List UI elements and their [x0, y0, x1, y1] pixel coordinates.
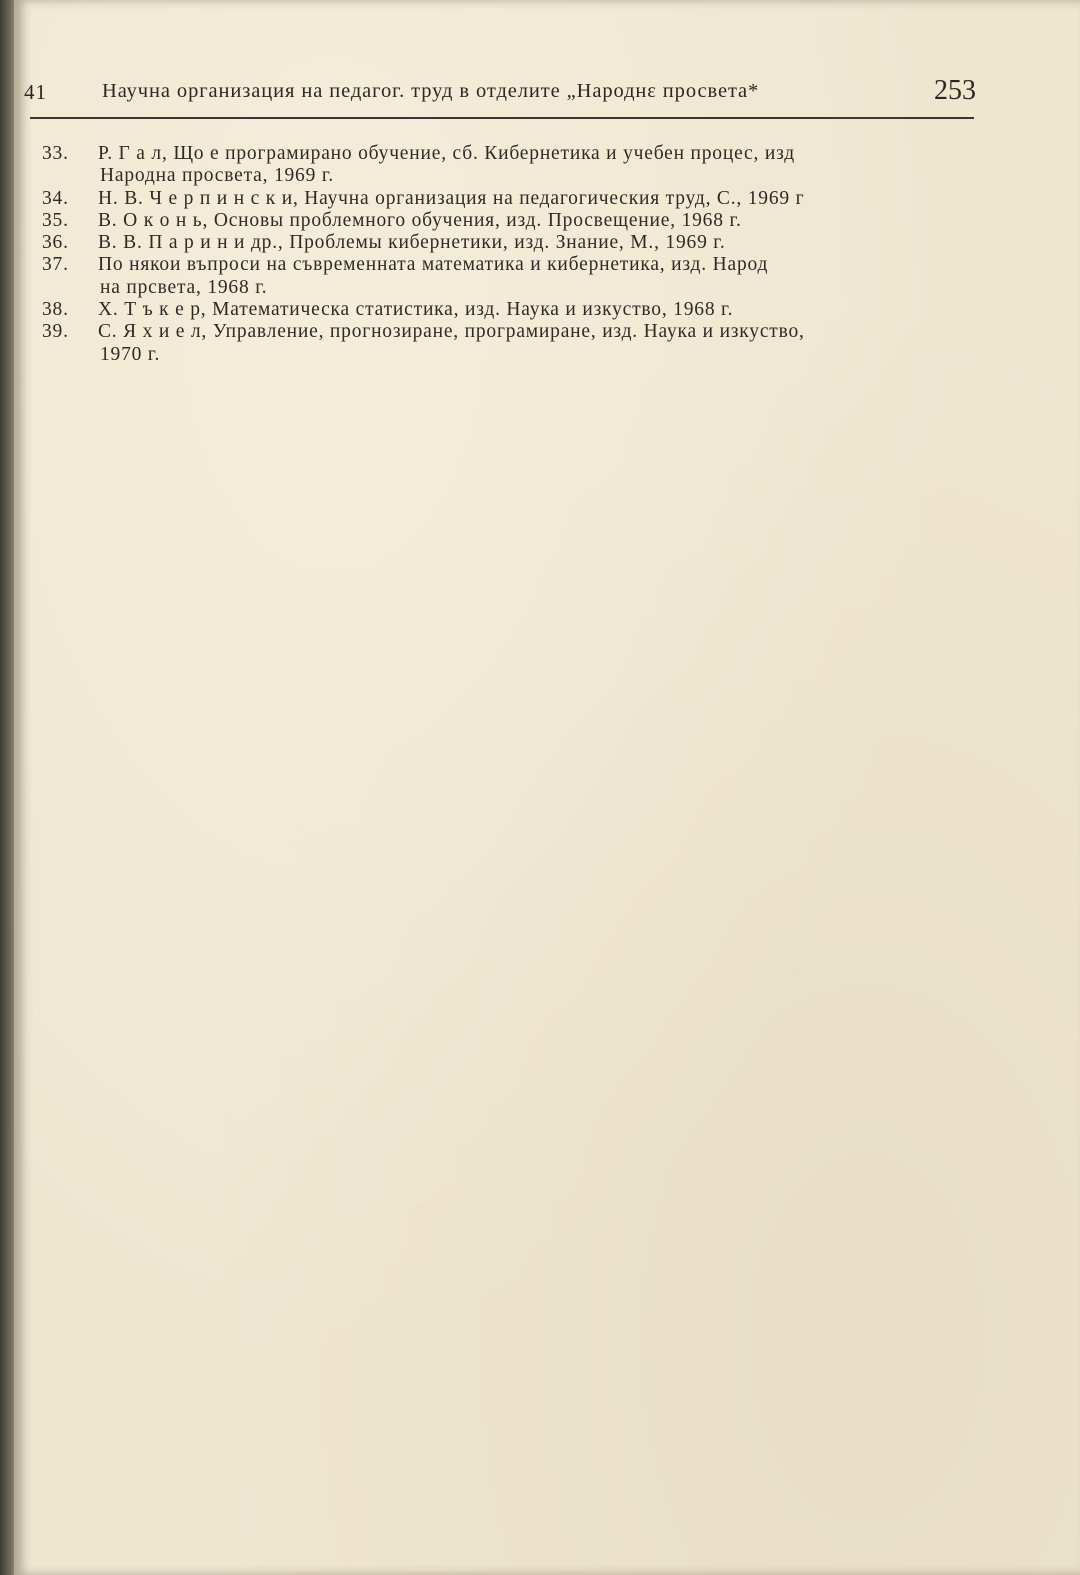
reference-text: С. Я х и е л, Управление, прогнозиране, програмиране, изд. Наука и изкуство, [98, 321, 805, 343]
reference-item [42, 232, 982, 254]
reference-text: В. О к о н ь, Основы проблемного обучения, изд. Просвещение, 1968 г. [98, 209, 742, 231]
reference-text: Р. Г а л, Що е програмирано обучение, сб. Кибернетика и учебен процес, изд [98, 143, 795, 164]
reference-item [42, 188, 982, 210]
reference-number: 36. [42, 232, 69, 254]
reference-item [42, 210, 982, 232]
reference-item [42, 143, 982, 188]
reference-number: 33. [42, 143, 69, 164]
reference-number: 39. [42, 321, 69, 343]
book-spine-edge [0, 0, 14, 1575]
reference-number: 37. [42, 254, 69, 276]
header-section-ref: 41 [24, 80, 47, 104]
reference-list [42, 143, 982, 366]
header-running-title: Научна организация на педагог. труд в отделите „Народнε просвета* [102, 80, 760, 102]
reference-text: Н. В. Ч е р п и н с к и, Научна организация на педагогическия труд, С., 1969 г [98, 187, 805, 209]
reference-item [42, 299, 982, 321]
page-number: 253 [934, 75, 976, 106]
reference-continuation: 1970 г. [100, 343, 161, 365]
reference-number: 34. [42, 187, 69, 209]
running-header [24, 75, 976, 112]
reference-number: 38. [42, 299, 69, 321]
reference-text: Х. Т ъ к е р, Математическа статистика, изд. Наука и изкуство, 1968 г. [98, 299, 734, 321]
reference-continuation: на прсвета, 1968 г. [100, 276, 268, 298]
reference-item [42, 321, 982, 366]
reference-continuation: Народна просвета, 1969 г. [100, 165, 335, 187]
reference-item [42, 254, 982, 299]
reference-number: 35. [42, 209, 69, 231]
header-rule [30, 117, 974, 119]
reference-text: По някои въпроси на съвременната математика и кибернетика, изд. Народ [98, 254, 769, 276]
reference-text: В. В. П а р и н и др., Проблемы кибернетики, изд. Знание, М., 1969 г. [98, 232, 726, 254]
